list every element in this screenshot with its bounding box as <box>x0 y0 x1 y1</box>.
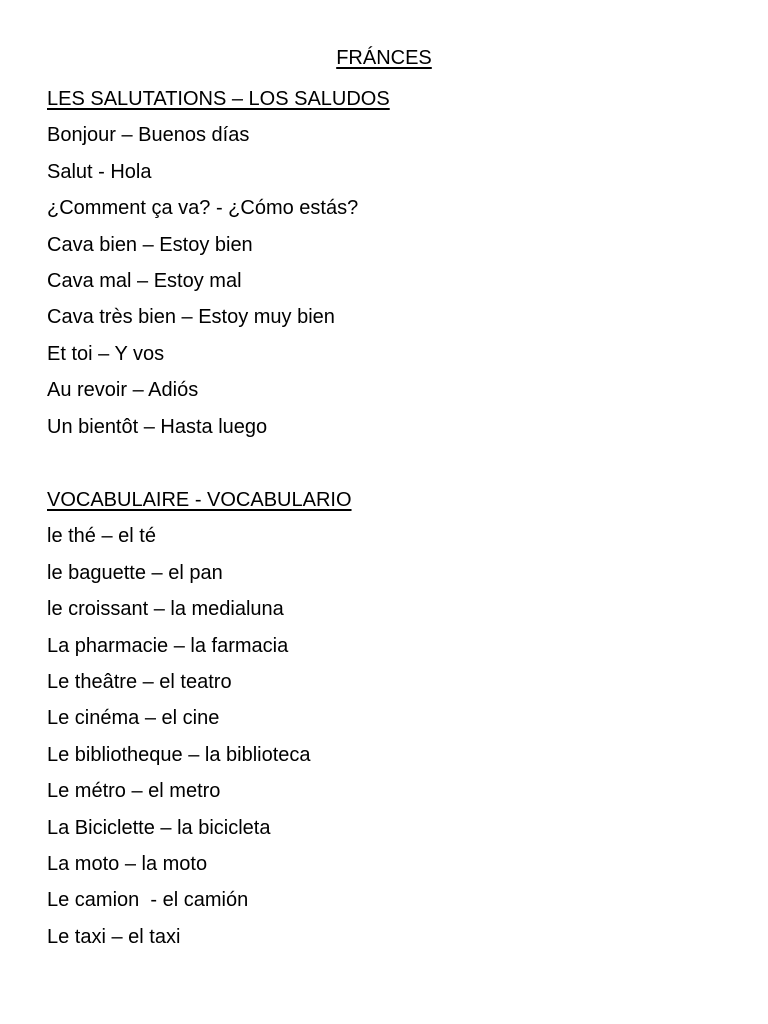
greeting-line: Un bientôt – Hasta luego <box>47 415 268 438</box>
vocabulary-line: Le bibliotheque – la biblioteca <box>47 743 311 766</box>
section-heading: LES SALUTATIONS – LOS SALUDOS <box>47 88 390 110</box>
greeting-line: ¿Comment ça va? - ¿Cómo estás? <box>47 197 359 220</box>
vocabulary-line: La Biciclette – la bicicleta <box>47 816 271 839</box>
vocabulary-line: le thé – el té <box>47 525 156 548</box>
vocabulary-line: le baguette – el pan <box>47 561 223 584</box>
vocabulary-line: le croissant – la medialuna <box>47 598 284 621</box>
greeting-line: Salut - Hola <box>47 160 152 183</box>
vocabulary-line: Le theâtre – el teatro <box>47 670 232 693</box>
section-greetings <box>47 81 747 445</box>
page-title: FRÁNCES <box>336 47 432 69</box>
vocabulary-line: Le camion - el camión <box>47 889 249 912</box>
greeting-line: Cava bien – Estoy bien <box>47 233 253 256</box>
section-vocabulary <box>47 482 747 955</box>
vocabulary-line: Le taxi – el taxi <box>47 925 181 948</box>
vocabulary-line: La pharmacie – la farmacia <box>47 634 289 657</box>
greeting-line: Cava très bien – Estoy muy bien <box>47 306 335 329</box>
greeting-line: Cava mal – Estoy mal <box>47 269 242 292</box>
greeting-line: Et toi – Y vos <box>47 342 165 365</box>
vocabulary-line: Le cinéma – el cine <box>47 707 220 730</box>
vocabulary-line: Le métro – el metro <box>47 780 221 803</box>
greeting-line: Au revoir – Adiós <box>47 379 199 402</box>
section-heading: VOCABULAIRE - VOCABULARIO <box>47 489 352 511</box>
greeting-line: Bonjour – Buenos días <box>47 124 250 147</box>
vocabulary-line: La moto – la moto <box>47 852 208 875</box>
